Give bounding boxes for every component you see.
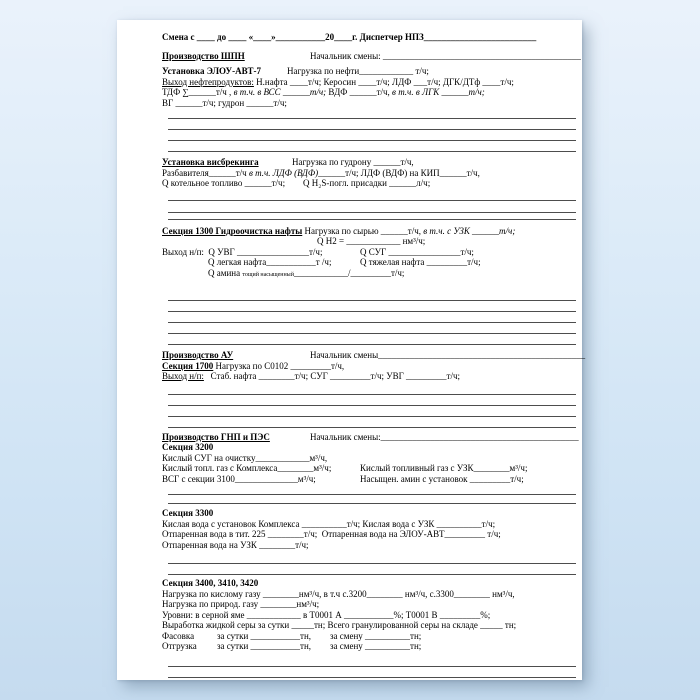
sour-water-line <box>162 519 578 530</box>
blank-rule-line <box>168 323 576 334</box>
amine-line <box>162 268 578 279</box>
blank-rule-line <box>168 417 576 428</box>
sulfur-production-line <box>162 620 578 631</box>
blank-rule-line <box>168 667 576 678</box>
section-title: Секция 3300 <box>162 508 214 518</box>
tdf-vdf-line <box>162 87 578 98</box>
production-shpn-header <box>162 50 581 62</box>
section-title: Производство АУ <box>162 350 234 360</box>
stripped-water-line-2 <box>162 540 578 551</box>
text-segment: в т.ч. с УЗК ______т/ч; <box>423 225 516 236</box>
text-segment: Кислый СУГ на очистку____________м³/ч, <box>162 452 328 463</box>
blank-rule-line <box>168 141 576 152</box>
text-segment: ВСГ с секции 3100______________м³/ч; <box>162 473 316 484</box>
text-segment: Q амина <box>208 267 243 278</box>
text-segment: за сутки ___________тн, <box>217 641 312 651</box>
text-segment: Q тяжелая нафта _________т/ч; <box>360 257 481 267</box>
blank-rule-line <box>168 384 576 395</box>
text-segment: Нагрузка по сырью ______т/ч, <box>302 225 424 236</box>
text-segment: Кислый топливный газ с УЗК________м³/ч; <box>360 463 528 473</box>
blank-rule-line <box>168 484 576 495</box>
vsg-line <box>162 474 578 485</box>
stripped-water-line-1 <box>162 529 578 540</box>
h2-line <box>162 236 578 247</box>
blank-rule-line <box>168 301 576 312</box>
text-segment: Стаб. нафта ________т/ч; СУГ _________т/ч; УВГ _________т/ч; <box>203 371 461 381</box>
text-segment: ВДФ ______т/ч, <box>326 87 393 97</box>
text-segment: Кислый топл. газ с Комплекса________м³/ч; <box>162 463 332 473</box>
blank-rule-line <box>168 312 576 323</box>
blank-rule-line <box>168 189 576 201</box>
naphtha-output-line <box>162 257 578 268</box>
oil-products-output-line <box>162 77 578 88</box>
text-segment: ТДФ ∑______т/ч , <box>162 87 234 97</box>
text-segment: ______т/ч; ЛДФ (ВДФ) на КИП______т/ч, <box>318 167 480 178</box>
text-segment: в т.ч. в ЛГК ______т/ч; <box>392 87 485 97</box>
section-title: Секция 3400, 3410, 3420 <box>162 578 259 588</box>
text-segment: Начальник смены: ____________________________________________ <box>310 50 581 61</box>
blank-rule-line <box>168 656 576 667</box>
blank-rule-line <box>168 130 576 141</box>
section-3300-title <box>162 508 578 519</box>
natural-gas-load-line <box>162 599 578 610</box>
elou-avt7-load-line <box>162 66 578 77</box>
section-title: Секция 3200 <box>162 442 214 452</box>
text-segment: Уровни: в серной яме ____________ в Т0001 А ___________%; Т0001 В _________%; <box>162 609 491 620</box>
section-3400-title <box>162 578 578 589</box>
visbreaking-header-line <box>162 157 578 168</box>
unit-title: Установка висбрекинга <box>162 157 259 167</box>
text-segment: Отгрузка <box>162 641 197 651</box>
text-segment: за смену __________тн; <box>330 630 422 641</box>
blank-rule-line <box>168 119 576 130</box>
au-output-line <box>162 371 578 382</box>
output-uvg-sug-line <box>162 247 578 258</box>
text-segment: Выход нефтепродуктов: <box>162 76 254 87</box>
text-segment: Начальник смены______________________________________________ <box>310 350 586 360</box>
section-1300-header-line <box>162 226 578 237</box>
section-1700-line <box>162 361 578 372</box>
text-segment: Нагрузка по нефти____________ т/ч; <box>287 66 429 76</box>
text-segment: в т.ч. ЛДФ (ВДФ) <box>248 167 319 178</box>
blank-rule-line <box>168 108 576 119</box>
text-segment: Начальник смены:____________________________________________ <box>310 431 579 442</box>
text-segment: ____________/_________т/ч; <box>293 267 405 278</box>
text-segment: Выработка жидкой серы за сутки _____тн; Всего гранулированной серы на складе _____ тн; <box>162 620 517 630</box>
text-segment: Кислая вода с установок Комплекса __________т/ч; Кислая вода с УЗК __________т/ч; <box>162 518 496 529</box>
section-title: Производство ШПН <box>162 50 245 61</box>
production-gnp-header <box>162 432 578 443</box>
text-segment: Выход н/п: Q УВГ ________________т/ч; <box>162 246 323 257</box>
sour-lpg-line <box>162 453 578 464</box>
diluent-line <box>162 168 578 179</box>
blank-rule-line <box>168 406 576 417</box>
text-segment: Фасовка <box>162 630 195 641</box>
section-3200-title <box>162 442 578 453</box>
text-segment: Разбавителя______т/ч <box>162 167 249 178</box>
text-segment: тощий насыщенный <box>242 271 294 278</box>
blank-rule-line <box>168 564 576 575</box>
production-au-header <box>162 350 586 361</box>
unit-title: Установка ЭЛОУ-АВТ-7 <box>162 66 262 76</box>
blank-rule-line <box>168 553 576 564</box>
text-segment: за сутки ___________тн, <box>217 630 312 641</box>
text-segment: Отпаренная вода на УЗК ________т/ч; <box>162 539 309 550</box>
acid-gas-load-line <box>162 589 578 600</box>
packing-line <box>162 631 578 642</box>
text-segment: Отпаренная вода в тит. 225 ________т/ч; Отпаренная вода на ЭЛОУ-АВТ_________ т/ч; <box>162 529 501 539</box>
blank-rule-line <box>168 495 576 504</box>
text-segment: Q легкая нафта___________т /ч; <box>208 257 332 267</box>
blank-rule-line <box>168 213 576 220</box>
text-segment: Нагрузка по природ. газу ________нм³/ч; <box>162 599 320 609</box>
text-segment: Нагрузка по гудрону ______т/ч, <box>292 157 414 167</box>
blank-rule-line <box>168 201 576 213</box>
section-title: Секция 1300 Гидроочистка нафты <box>162 225 303 236</box>
shift-header-line <box>162 32 578 43</box>
text-segment: Нагрузка по С0102 _________т/ч, <box>213 360 345 371</box>
shipment-line <box>162 641 578 652</box>
blank-rule-line <box>168 395 576 406</box>
text-segment: ВГ ______т/ч; гудрон ______т/ч; <box>162 97 287 108</box>
vg-gudron-line <box>162 98 578 109</box>
blank-rule-line <box>168 290 576 301</box>
text-segment: Q H₂S-погл. присадки ______л/ч; <box>303 178 431 188</box>
document-page <box>162 32 586 678</box>
section-title: Производство ГНП и ПЭС <box>162 431 270 442</box>
text-segment: Q H2 = ____________ нм³/ч; <box>317 236 426 246</box>
text-segment: Смена с ____ до ____ «____»___________20____г. Диспетчер НПЗ_________________________ <box>162 32 537 42</box>
text-segment: Н.нафта ____т/ч; Керосин ____т/ч; ЛДФ ___т/ч; ДГК/ДТф ____т/ч; <box>253 76 514 87</box>
text-segment: в т.ч. в ВСС ______т/ч; <box>233 87 327 97</box>
text-segment: Выход н/п: <box>162 371 204 381</box>
text-segment: Насыщен. амин с установок _________т/ч; <box>360 473 524 484</box>
text-segment: Нагрузка по кислому газу ________нм³/ч, в т.ч с.3200________ нм³/ч, с.3300________ нм³/ч, <box>162 588 515 599</box>
boiler-fuel-line <box>162 178 578 189</box>
text-segment: за смену __________тн; <box>330 641 422 651</box>
blank-rule-line <box>168 334 576 345</box>
text-segment: Q котельное топливо ______т/ч; <box>162 178 286 188</box>
levels-line <box>162 610 578 621</box>
sour-gas-line <box>162 463 578 474</box>
section-title: Секция 1700 <box>162 360 214 371</box>
text-segment: Q СУГ ________________т/ч; <box>360 246 474 257</box>
shift-report-page <box>117 20 586 680</box>
